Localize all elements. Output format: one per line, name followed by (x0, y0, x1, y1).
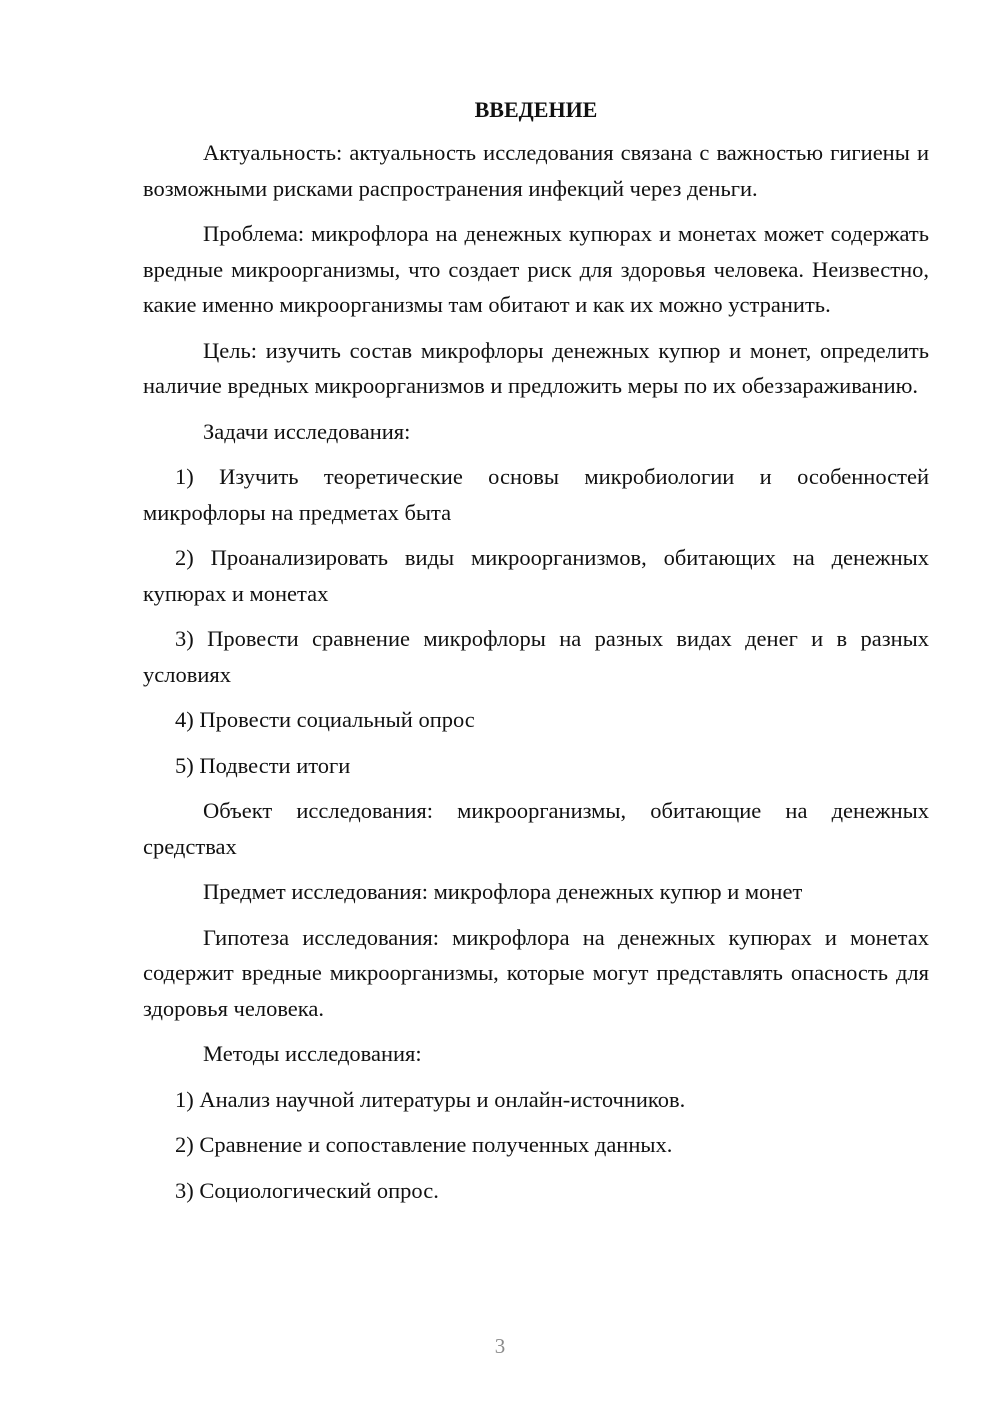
methods-heading: Методы исследования: (203, 1041, 422, 1066)
page-number: 3 (494, 1334, 506, 1358)
task-item: 4) Провести социальный опрос (175, 707, 475, 732)
subject-paragraph: Предмет исследования: микрофлора денежных купюр и монет (203, 879, 803, 904)
task-item: 5) Подвести итоги (175, 752, 351, 778)
method-item: 3) Социологический опрос. (175, 1177, 439, 1203)
tasks-heading: Задачи исследования: (203, 418, 411, 444)
task-item: 2) Проанализировать виды микроорганизмов, обитающих на денежных купюрах и монетах (143, 545, 929, 606)
hypothesis-paragraph: Гипотеза исследования: микрофлора на денежных купюрах и монетах содержит вредные микроорганизмы, которые могут представлять опасность для здоровья человека. (143, 924, 929, 1021)
task-item: 3) Провести сравнение микрофлоры на разных видах денег и в разных условиях (143, 626, 929, 687)
goal-paragraph: Цель: изучить состав микрофлоры денежных купюр и монет, определить наличие вредных микроорганизмов и предложить меры по их обеззараживанию. (143, 337, 929, 398)
document-page (143, 95, 929, 1218)
methods-list (143, 1082, 929, 1209)
problem-paragraph: Проблема: микрофлора на денежных купюрах и монетах может содержать вредные микроорганизмы, что создает риск для здоровья человека. Неизвестно, какие именно микроорганизмы там обитают и как их можно устранить. (143, 221, 929, 317)
section-title: ВВЕДЕНИЕ (474, 97, 598, 122)
tasks-list (143, 459, 929, 783)
task-item: 1) Изучить теоретические основы микробиологии и особенностей микрофлоры на предметах быта (143, 464, 929, 525)
method-item: 2) Сравнение и сопоставление полученных данных. (175, 1132, 673, 1157)
relevance-paragraph: Актуальность: актуальность исследования связана с важностью гигиены и возможными рисками распространения инфекций через деньги. (143, 140, 929, 201)
object-paragraph: Объект исследования: микроорганизмы, обитающие на денежных средствах (143, 798, 929, 859)
method-item: 1) Анализ научной литературы и онлайн-источников. (175, 1086, 686, 1112)
